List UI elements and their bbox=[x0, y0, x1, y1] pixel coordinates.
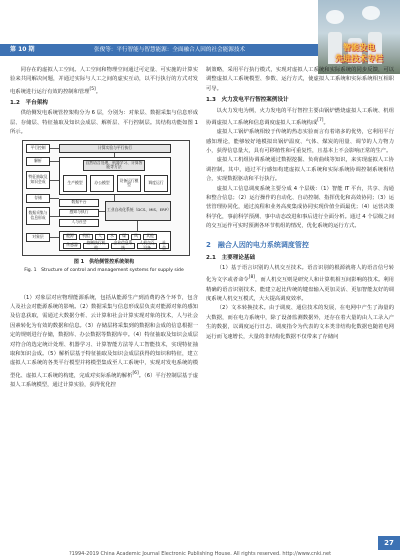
section-heading-1-3: 1.3 火力发电平行智控案例设计 bbox=[206, 97, 289, 104]
figure-1 bbox=[10, 140, 198, 292]
equipment-model-block: 设备运行模型 bbox=[117, 175, 141, 192]
source-energy: 能源 bbox=[63, 234, 77, 240]
connector bbox=[114, 195, 115, 201]
figure-caption-zh: 图 1 供给侧管控系统架构 bbox=[73, 258, 135, 265]
paragraph: 虚拟人工锅炉系统相较于传统的热态实验而言有着诸多的优势，它利用平行感知理论，能够较好地模拟出锅炉温度、气体、煤炭的用量、调节的人力物力小，获得信息量大，具有可移植性和可重复性，且基本上不会影响正常的生产。 bbox=[206, 129, 394, 155]
right-column bbox=[206, 66, 394, 342]
device-actuator: 控制执行机构 bbox=[83, 243, 109, 249]
source-coal: 煤 bbox=[119, 234, 129, 240]
paragraph: 虚拟人工信息调度系统主要分成 4 个层级：（1）智能 IT 平台，共享、沟通和整合信息；（2）运行操作的自动化、自动控制、指挥优化和高效协同；（3）运营管理协同化，通过流程和业务高度集成协同实现价值全面最优；（4）运营决策科学化，事前科学预测、事中动态改进和事后进行全面分析。通过 4 个层级之间的交互运作可实时预测各环节机组的情况，优化系统的运行方式。 bbox=[206, 185, 394, 230]
device-hmi: 人机交互设备 bbox=[137, 243, 157, 249]
connector bbox=[50, 180, 59, 181]
figure-caption-en: Fig. 1 Structure of control and management systems for supply side bbox=[24, 267, 184, 273]
source-water: 水 bbox=[107, 234, 117, 240]
paragraph: （1）对象层对应物理能源系统，包括从能源生产到消费的各个环节，包含人及社会对能源系统的影响。（2）数据采集与信息形成层负责对能源对象的感知及信息获取，需通过大数据分析、云计算和社会计算实现对象的技术，人与社会因素转化为有效的数据和信息。（3）存储层将采集到的数据和会成的信息根据一定的规则进行存储，数据库、办公数据等数据库中。（4）特征抽取及知识会成层对符合的选定统计处理、机器学习、计算智能方法等人工智能技术，实现特征抽取和知识会成。（5）解析层基于特征抽取及知识会成层获得的知识和特征，建立虚拟人工系统的各类平行模型并将模型集成至人工系统中，实现对发电系统的模型化、虚拟人工系统的构建，完成对实际系统的解析[6]。（6）平行控制层基于虚拟人工系统模型，通过计算实验，获得优化控 bbox=[10, 294, 198, 389]
production-model-block: 生产模型 bbox=[63, 175, 87, 192]
layer-storage: 存储 bbox=[26, 194, 50, 203]
source-unit: 机组 bbox=[79, 234, 93, 240]
model-group-block: 自然语言处理、机器学习、计算智能等方法 bbox=[83, 160, 145, 171]
paragraph: 虚拟人工机组协调系统通过数据挖掘、负荷曲线等知识，来实现虚拟人工协调控制。其中，通过平行感知构建虚拟人工系统和实际系统协调控制系统相结合，实现数据驱动和平行执行。 bbox=[206, 157, 394, 183]
connector bbox=[50, 237, 59, 238]
source-wind: 风 bbox=[131, 234, 141, 240]
device-enterprise: 企业信息系统 bbox=[111, 243, 135, 249]
connector bbox=[99, 211, 105, 212]
device-society: 社会 bbox=[159, 243, 169, 249]
device-sensor: 传感器 bbox=[63, 243, 81, 249]
logo-line2: 先进技术专栏 bbox=[335, 54, 383, 63]
layer-object: 对象层 bbox=[26, 233, 50, 242]
figure-frame bbox=[22, 140, 190, 256]
column-logo bbox=[318, 0, 400, 74]
page-header bbox=[0, 0, 400, 63]
source-other: 其他 bbox=[143, 234, 157, 240]
computational-experiment-block: 计算实验与平行执行 bbox=[59, 144, 171, 153]
left-column bbox=[10, 66, 198, 390]
copyright-footer: ?1994-2019 China Academic Journal Electronic Publishing House. All rights reserved. http://www.cnki.net bbox=[68, 551, 332, 557]
connector bbox=[50, 198, 59, 199]
layer-feature: 特征抽取及知识会成 bbox=[26, 171, 50, 189]
paragraph: （2）文本转换技术。由于调度、通信技术的发展，在电网中产生了海量的大数据，而在电力系统中，除了设备监测数据外，还存在着大量的由人工录入产生的数据，以调度运行日志、调度指令为代表的文本类非结构化数据也随着电网运行而飞速增长，大量的非结构化数据不仅带来了存储问 bbox=[206, 305, 394, 340]
connector bbox=[137, 221, 138, 231]
connector bbox=[114, 153, 115, 157]
source-person: 人 bbox=[95, 234, 105, 240]
connector bbox=[50, 216, 59, 217]
section-heading-2-1: 2.1 主要理论基础 bbox=[206, 254, 256, 261]
connector bbox=[50, 161, 59, 162]
layer-data-collection: 数据采集与信息形成 bbox=[26, 207, 50, 225]
paragraph: 制策略，采用平行执行模式，实现对虚拟人工系统和实际系统的同步反馈，可以调整虚拟人工系统模型、参数、运行方式，使虚拟人工系统和实际系统相互相职可导。 bbox=[206, 67, 394, 92]
smoke-icon bbox=[326, 10, 344, 24]
layer-parse: 解析 bbox=[26, 157, 50, 166]
page-number: 27 bbox=[378, 536, 400, 550]
paragraph: 以火力发电为例，火力发电的平行智控主要由锅炉燃烧虚拟人工系统、机组协调虚拟人工系统和信息调度虚拟人工系统构成[7]。 bbox=[206, 107, 394, 126]
section-heading-1-2: 1.2 平台架构 bbox=[10, 99, 48, 106]
office-model-block: 办公模型 bbox=[90, 175, 114, 192]
paragraph: 同存在的虚拟人工空间。人工空间和物理空间通过可定量、可实施的计算实验来共同解决问题，并通过实际与人工之间的虚实互动，以平行执行的方式对发电系统进行运行有效的控制和管理[5]。 bbox=[10, 67, 198, 95]
running-title: 张俊等：平行智能与智慧能源：全面融合人因的社会能源技术 bbox=[94, 47, 246, 53]
connector bbox=[50, 148, 59, 149]
dispatch-model-block: 调度运行 bbox=[144, 175, 168, 192]
industrial-system-block: 工业自动化系统（DCS、MIS、ERP） bbox=[105, 201, 171, 221]
logo-line1: 智能发电 bbox=[343, 43, 375, 52]
layer-parallel-control: 平行控制 bbox=[26, 144, 50, 153]
paragraph: 供给侧发电系统管控架构分为 6 层，分别为：对象层、数据采集与信息形成层、存储层、特征抽取及知识会成层、解析层、平行控制层。其结构功能如图 1 所示。 bbox=[10, 110, 198, 136]
paragraph: （1）基于语言识别的人机交互技术。语音识别的根源就将人的语音信号转化为文字或者命令[8]，而人机交互则是研究人和计算机相互间影响的技术。利用精确的语音识别技术，能建立起比传统的键盘输入更加灵活、更加智能友好的调度系统人机交互模式，大大提高调度效率。 bbox=[206, 265, 394, 303]
data-platform-block: 数据平台 bbox=[59, 199, 99, 207]
sensing-block: 感知与执行 bbox=[59, 209, 99, 217]
people-society-block: 人与社会 bbox=[59, 219, 99, 227]
issue-number: 第 10 期 bbox=[10, 46, 35, 53]
section-heading-2: 2 融合人因的电力系统调度管控 bbox=[206, 240, 309, 249]
smoke-icon bbox=[362, 6, 380, 20]
